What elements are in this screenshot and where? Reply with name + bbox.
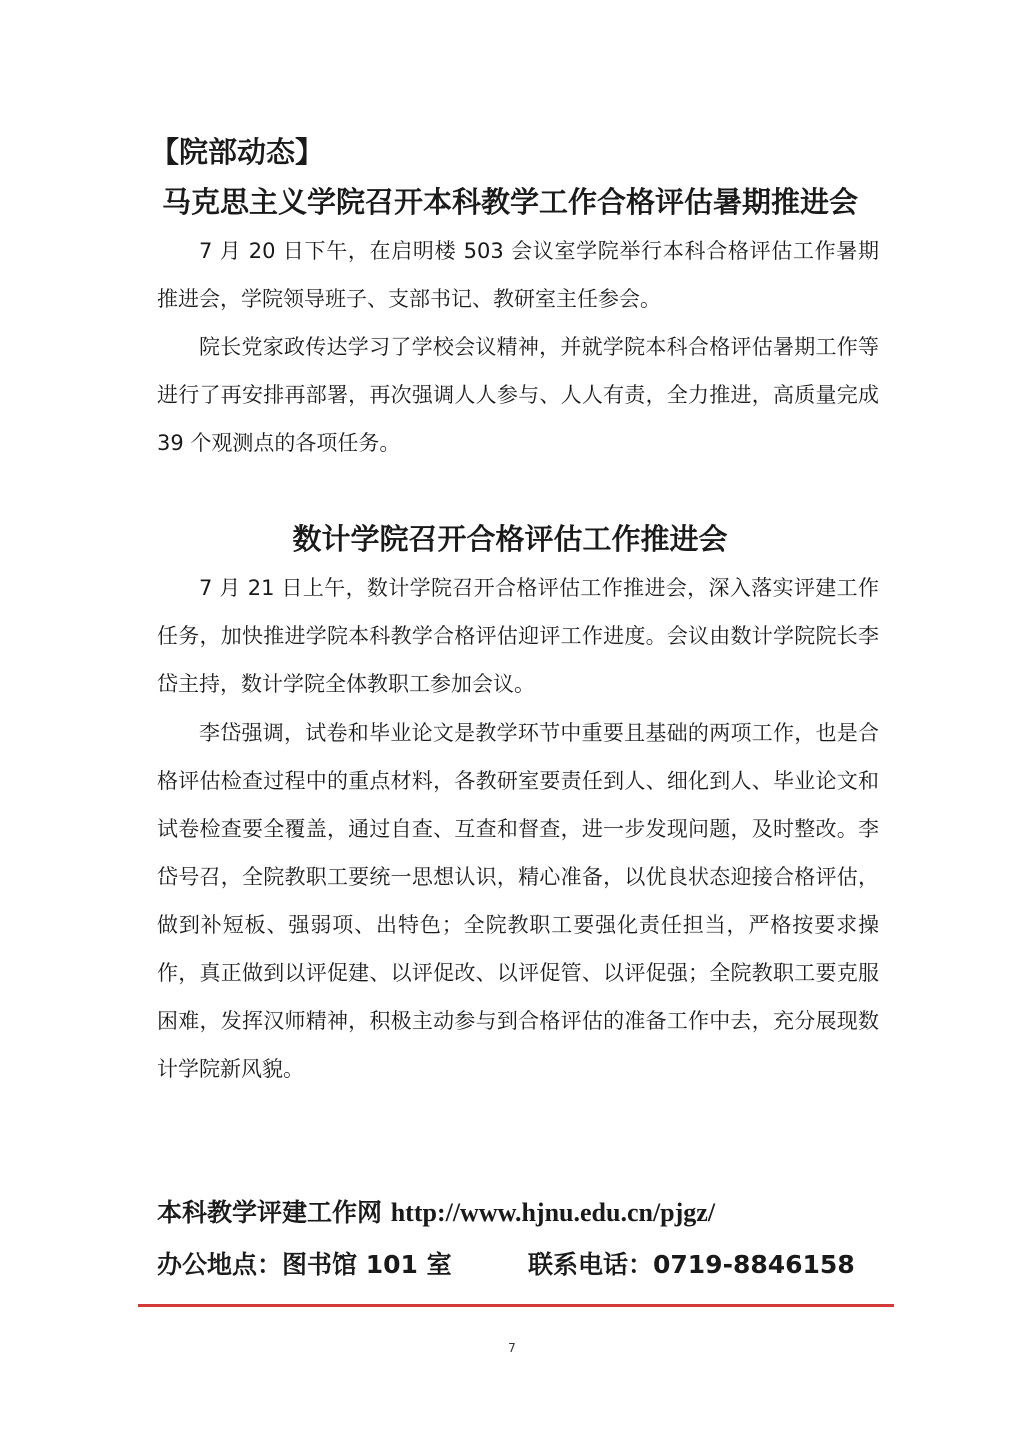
- footer-site: [157, 1189, 715, 1237]
- footer-divider: [138, 1304, 894, 1307]
- footer-site-url[interactable]: http://www.hjnu.edu.cn/pjgz/: [390, 1198, 716, 1227]
- article-1-title: 马克思主义学院召开本科教学工作合格评估暑期推进会: [161, 185, 858, 219]
- footer-phone: 联系电话：0719-8846158: [528, 1250, 855, 1279]
- section-tag: 【院部动态】: [150, 135, 325, 169]
- article-1-paragraph-1: 7 月 20 日下午，在启明楼 503 会议室学院举行本科合格评估工作暑期推进会，学院领导班子、支部书记、教研室主任参会。: [157, 239, 879, 311]
- footer-site-label: 本科教学评建工作网: [157, 1198, 391, 1227]
- article-2-paragraph-2: 李岱强调，试卷和毕业论文是教学环节中重要且基础的两项工作，也是合格评估检查过程中的重点材料，各教研室要责任到人、细化到人、毕业论文和试卷检查要全覆盖，通过自查、互查和督查，进一步发现问题，及时整改。李岱号召，全院教职工要统一思想认识，精心准备，以优良状态迎接合格评估，做到补短板、强弱项、出特色；全院教职工要强化责任担当，严格按要求操作，真正做到以评促建、以评促改、以评促管、以评促强；全院教职工要克服困难，发挥汉师精神，积极主动参与到合格评估的准备工作中去，充分展现数计学院新风貌。: [157, 721, 879, 1081]
- article-2-paragraph-1: 7 月 21 日上午，数计学院召开合格评估工作推进会，深入落实评建工作任务，加快推进学院本科教学合格评估迎评工作进度。会议由数计学院院长李岱主持，数计学院全体教职工参加会议。: [157, 576, 879, 696]
- footer-office: 办公地点：图书馆 101 室: [157, 1250, 452, 1279]
- page-number: 7: [508, 1341, 516, 1355]
- article-1-paragraph-2: 院长党家政传达学习了学校会议精神，并就学院本科合格评估暑期工作等进行了再安排再部署，再次强调人人参与、人人有责，全力推进，高质量完成 39 个观测点的各项任务。: [157, 335, 879, 455]
- article-2-title: 数计学院召开合格评估工作推进会: [292, 522, 728, 556]
